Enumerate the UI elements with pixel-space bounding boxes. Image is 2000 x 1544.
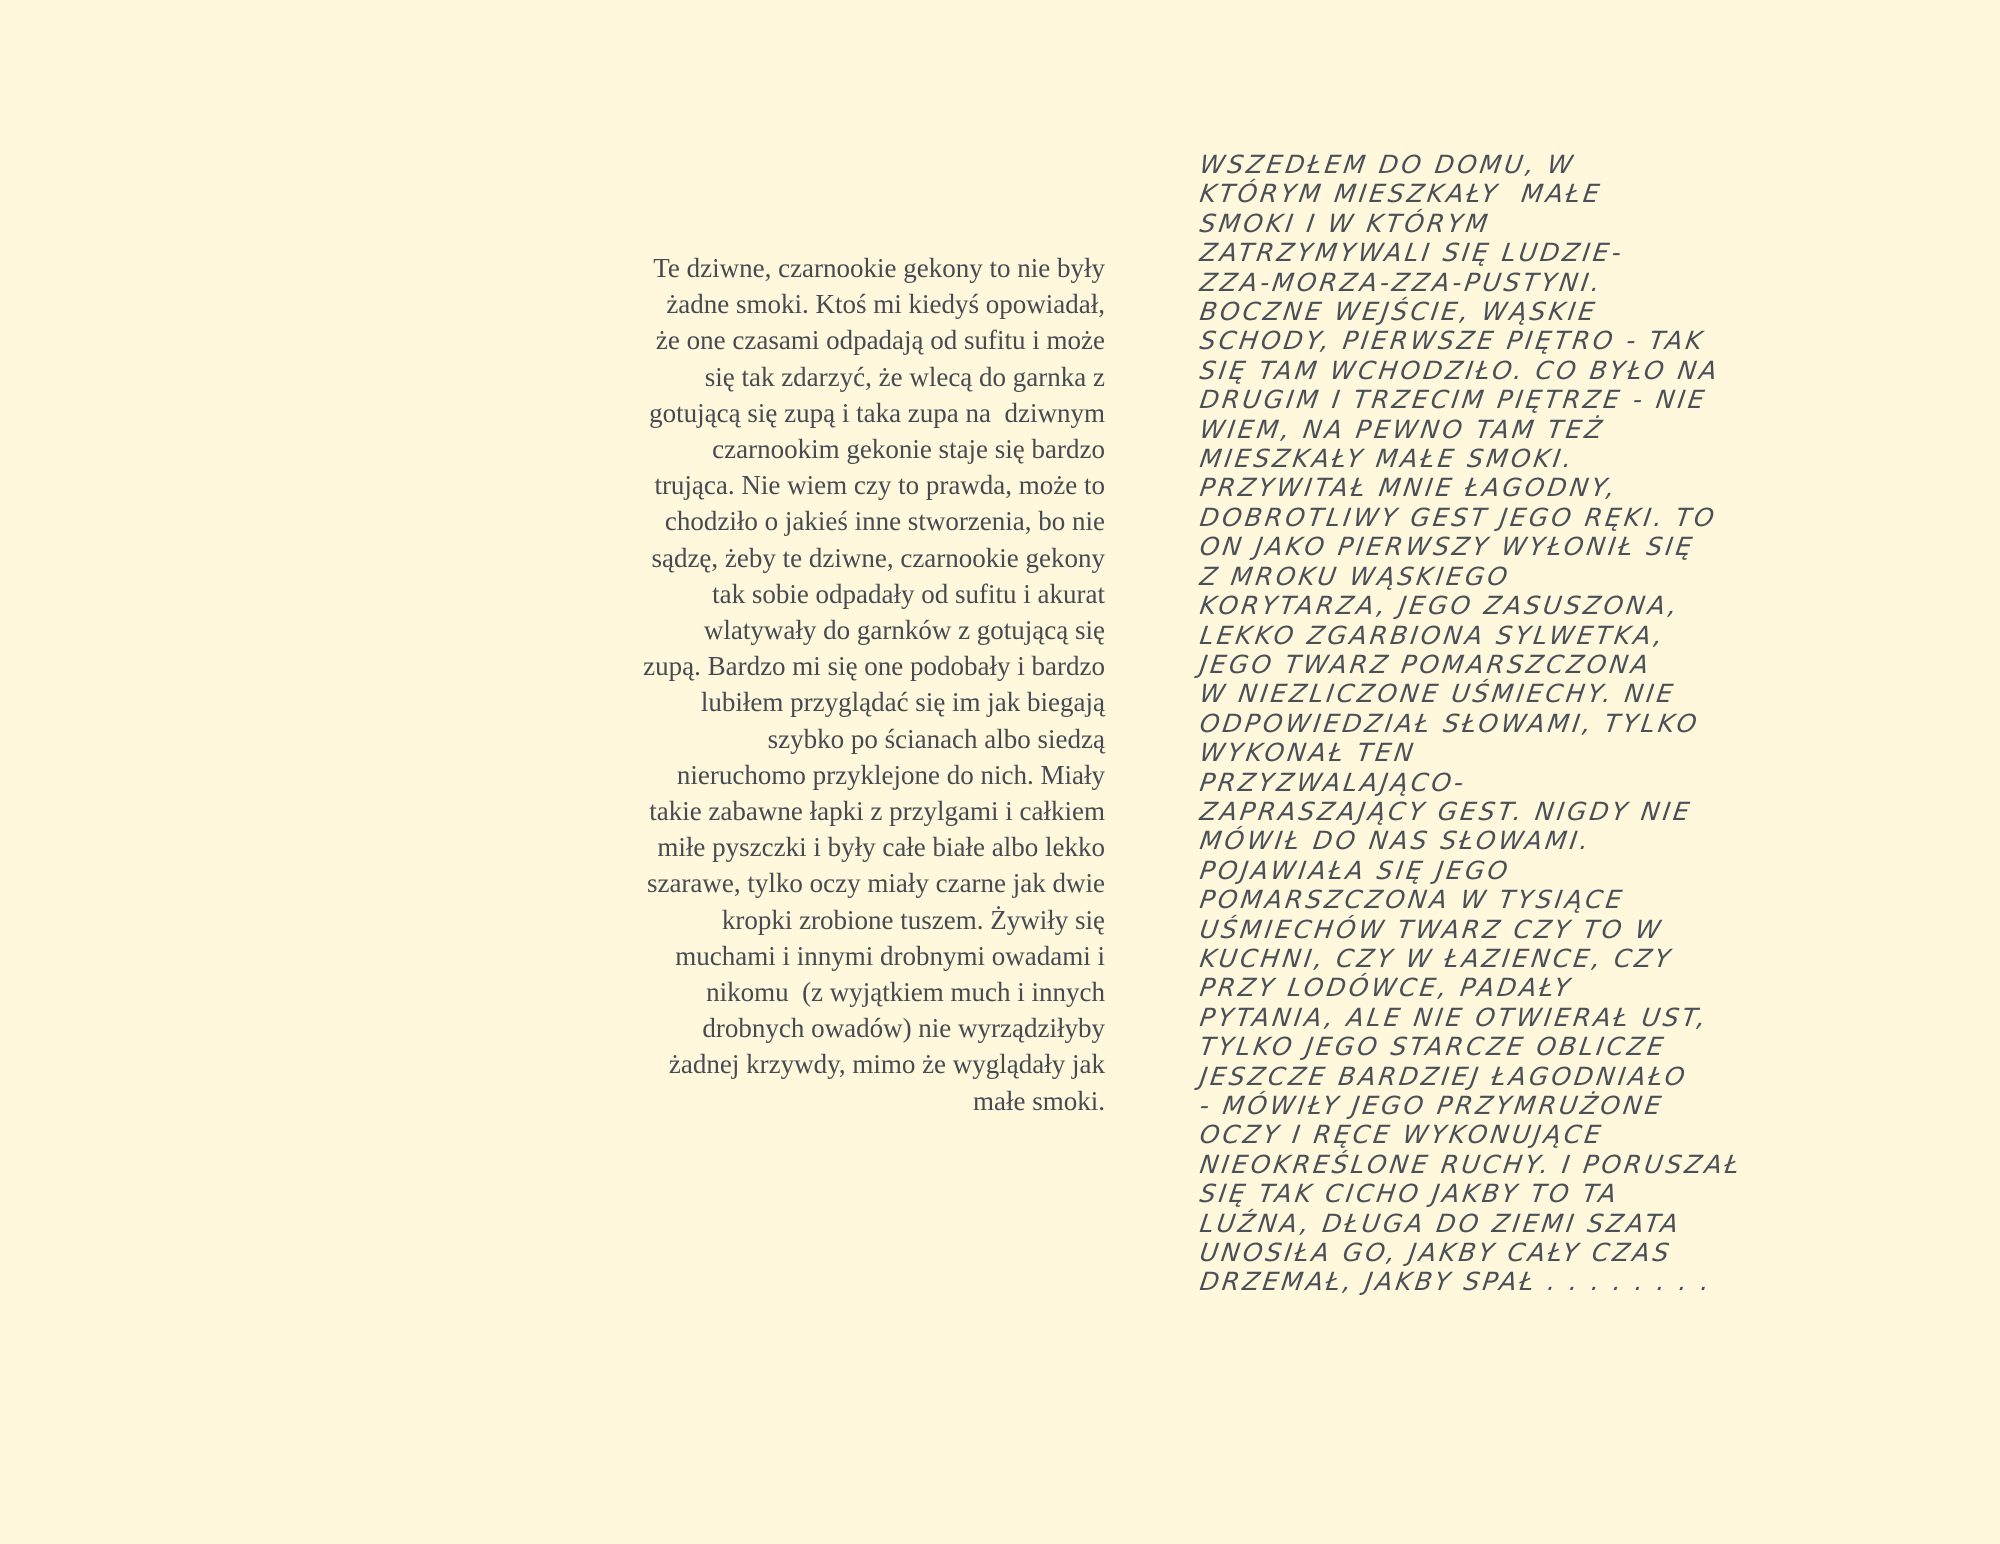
handwritten-text-line: MIESZKAŁY MAŁE SMOKI. (1197, 444, 1577, 474)
printed-text-line: żadne smoki. Ktoś mi kiedyś opowiadał, (666, 289, 1105, 320)
handwritten-text-line: PRZYWITAŁ MNIE ŁAGODNY, (1197, 473, 1620, 503)
handwritten-text-line: SMOKI I W KTÓRYM (1197, 208, 1493, 238)
printed-text-line: gotującą się zupą i taka zupa na dziwnym (649, 397, 1105, 428)
handwritten-text-line: WSZEDŁEM DO DOMU, W (1197, 150, 1578, 179)
handwritten-text-line: Z MROKU WĄSKIEGO (1197, 561, 1513, 591)
handwritten-text-line: ODPOWIEDZIAŁ SŁOWAMI, TYLKO (1197, 708, 1702, 738)
handwritten-text-line: ON JAKO PIERWSZY WYŁONIŁ SIĘ (1197, 532, 1697, 562)
printed-text-line: miłe pyszczki i były całe białe albo lekko (657, 832, 1105, 863)
printed-text-line: nikomu (z wyjątkiem much i innych (706, 977, 1105, 1008)
handwritten-text-line: OCZY I RĘCE WYKONUJĄCE (1197, 1120, 1606, 1150)
handwritten-text-line: DOBROTLIWY GEST JEGO RĘKI. TO (1197, 502, 1719, 532)
handwritten-text-line: DRZEMAŁ, JAKBY SPAŁ . . . . . . . . (1197, 1267, 1715, 1297)
printed-text-line: kropki zrobione tuszem. Żywiły się (721, 904, 1105, 935)
handwritten-text-line: SCHODY, PIERWSZE PIĘTRO - TAK (1197, 326, 1708, 356)
handwritten-text-line: WIEM, NA PEWNO TAM TEŻ (1197, 414, 1607, 444)
printed-text-line: zupą. Bardzo mi się one podobały i bardzo (643, 651, 1105, 682)
handwritten-text-line: MÓWIŁ DO NAS SŁOWAMI. (1197, 826, 1594, 856)
handwritten-text-line: ZZA-MORZA-ZZA-PUSTYNI. (1197, 267, 1605, 297)
printed-text-line: że one czasami odpadają od sufitu i może (655, 325, 1105, 356)
handwritten-text-line: KORYTARZA, JEGO ZASUSZONA, (1197, 591, 1682, 621)
handwritten-text-line: POJAWIAŁA SIĘ JEGO (1197, 855, 1513, 885)
handwritten-text-line: KUCHNI, CZY W ŁAZIENCE, CZY (1197, 943, 1676, 973)
printed-text-line: muchami i innymi drobnymi owadami i (675, 940, 1105, 971)
handwritten-text-line: PYTANIA, ALE NIE OTWIERAŁ UST, (1197, 1002, 1711, 1032)
printed-text-line: się tak zdarzyć, że wlecą do garnka z (704, 361, 1105, 392)
printed-text-line: żadnej krzywdy, mimo że wyglądały jak (668, 1049, 1105, 1080)
handwritten-text-line: WYKONAŁ TEN (1197, 738, 1419, 768)
handwritten-text-line: ZAPRASZAJĄCY GEST. NIGDY NIE (1197, 796, 1695, 826)
printed-text-column (560, 250, 1105, 1119)
printed-text-line: nieruchomo przyklejone do nich. Miały (676, 759, 1105, 790)
handwritten-text-line: W NIEZLICZONE UŚMIECHY. NIE (1197, 679, 1678, 709)
handwritten-text-line: PRZY LODÓWCE, PADAŁY (1197, 973, 1575, 1003)
handwritten-text-line: SIĘ TAK CICHO JAKBY TO TA (1197, 1179, 1621, 1209)
handwritten-text-line: TYLKO JEGO STARCZE OBLICZE (1197, 1032, 1669, 1062)
handwritten-text-column (1197, 150, 1840, 1297)
printed-text-line: czarnookim gekonie staje się bardzo (712, 434, 1105, 465)
handwritten-text-line: KTÓRYM MIESZKAŁY MAŁE (1197, 179, 1605, 209)
printed-text-line: drobnych owadów) nie wyrządziłyby (702, 1013, 1105, 1044)
handwritten-text-line: ZATRZYMYWALI SIĘ LUDZIE- (1197, 238, 1626, 268)
printed-text-line: trująca. Nie wiem czy to prawda, może to (654, 470, 1105, 501)
handwritten-text-line: UŚMIECHÓW TWARZ CZY TO W (1197, 914, 1666, 944)
printed-text-line: małe smoki. (973, 1085, 1105, 1116)
printed-text-line: Te dziwne, czarnookie gekony to nie były (653, 253, 1105, 283)
handwritten-text-line: LUŹNA, DŁUGA DO ZIEMI SZATA (1197, 1208, 1684, 1238)
handwritten-text-line: NIEOKREŚLONE RUCHY. I PORUSZAŁ (1197, 1149, 1745, 1179)
printed-text-line: lubiłem przyglądać się im jak biegają (700, 687, 1105, 718)
printed-text-line: sądzę, żeby te dziwne, czarnookie gekony (651, 542, 1105, 573)
handwritten-text-line: POMARSZCZONA W TYSIĄCE (1197, 885, 1627, 915)
printed-text-line: szarawe, tylko oczy miały czarne jak dwie (646, 868, 1105, 899)
handwritten-text-line: BOCZNE WEJŚCIE, WĄSKIE (1197, 297, 1600, 327)
handwritten-text-line: JEGO TWARZ POMARSZCZONA (1197, 649, 1654, 679)
printed-text-line: wlatywały do garnków z gotującą się (703, 615, 1105, 646)
handwritten-text-line: SIĘ TAM WCHODZIŁO. CO BYŁO NA (1197, 355, 1722, 385)
handwritten-text-line: JESZCZE BARDZIEJ ŁAGODNIAŁO (1197, 1061, 1690, 1091)
handwritten-text-line: - MÓWIŁY JEGO PRZYMRUŻONE (1197, 1091, 1666, 1120)
handwritten-text-line: PRZYZWALAJĄCO- (1197, 767, 1469, 797)
handwritten-text-line: UNOSIŁA GO, JAKBY CAŁY CZAS (1197, 1238, 1674, 1268)
handwritten-text-line: LEKKO ZGARBIONA SYLWETKA, (1197, 620, 1668, 650)
printed-text-line: tak sobie odpadały od sufitu i akurat (712, 578, 1105, 609)
printed-text-line: takie zabawne łapki z przylgami i całkiem (649, 796, 1105, 827)
handwritten-text-line: DRUGIM I TRZECIM PIĘTRZE - NIE (1197, 385, 1710, 415)
printed-text-line: chodziło o jakieś inne stworzenia, bo nie (664, 506, 1105, 537)
printed-text-line: szybko po ścianach albo siedzą (767, 723, 1105, 754)
